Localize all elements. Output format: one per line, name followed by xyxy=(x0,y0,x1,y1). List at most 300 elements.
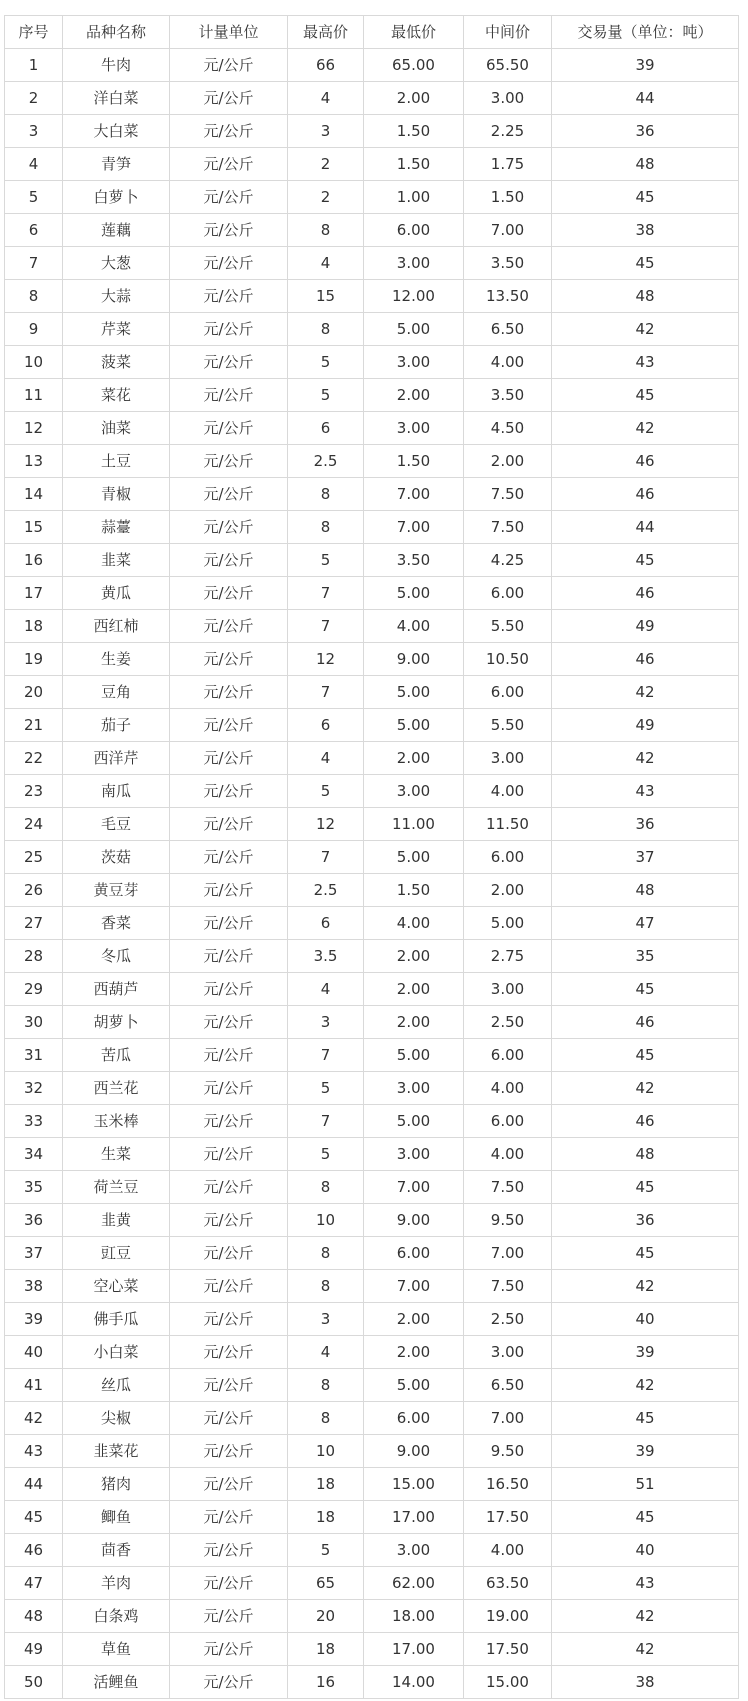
cell-lowest-price: 5.00 xyxy=(364,577,464,610)
cell-index: 2 xyxy=(5,82,63,115)
table-row xyxy=(5,1369,739,1402)
cell-variety-name: 大白菜 xyxy=(63,115,170,148)
cell-highest-price: 5 xyxy=(288,1072,364,1105)
cell-lowest-price: 2.00 xyxy=(364,1336,464,1369)
cell-highest-price: 18 xyxy=(288,1501,364,1534)
cell-variety-name: 苦瓜 xyxy=(63,1039,170,1072)
cell-unit: 元/公斤 xyxy=(170,49,288,82)
table-row xyxy=(5,940,739,973)
cell-index: 19 xyxy=(5,643,63,676)
cell-variety-name: 茨菇 xyxy=(63,841,170,874)
cell-variety-name: 菜花 xyxy=(63,379,170,412)
table-row xyxy=(5,1666,739,1699)
cell-variety-name: 西兰花 xyxy=(63,1072,170,1105)
cell-highest-price: 5 xyxy=(288,1138,364,1171)
table-row xyxy=(5,1534,739,1567)
cell-lowest-price: 5.00 xyxy=(364,1105,464,1138)
cell-middle-price: 2.25 xyxy=(464,115,552,148)
table-row xyxy=(5,1039,739,1072)
cell-trade-volume: 45 xyxy=(552,247,739,280)
cell-lowest-price: 12.00 xyxy=(364,280,464,313)
cell-lowest-price: 4.00 xyxy=(364,907,464,940)
cell-variety-name: 羊肉 xyxy=(63,1567,170,1600)
cell-lowest-price: 14.00 xyxy=(364,1666,464,1699)
cell-trade-volume: 45 xyxy=(552,1039,739,1072)
cell-index: 16 xyxy=(5,544,63,577)
cell-variety-name: 佛手瓜 xyxy=(63,1303,170,1336)
header-variety-name: 品种名称 xyxy=(63,16,170,49)
cell-middle-price: 13.50 xyxy=(464,280,552,313)
cell-variety-name: 莲藕 xyxy=(63,214,170,247)
cell-unit: 元/公斤 xyxy=(170,1006,288,1039)
cell-trade-volume: 40 xyxy=(552,1534,739,1567)
cell-unit: 元/公斤 xyxy=(170,1534,288,1567)
cell-index: 3 xyxy=(5,115,63,148)
cell-middle-price: 1.75 xyxy=(464,148,552,181)
cell-middle-price: 63.50 xyxy=(464,1567,552,1600)
cell-index: 38 xyxy=(5,1270,63,1303)
cell-middle-price: 7.50 xyxy=(464,478,552,511)
cell-lowest-price: 1.50 xyxy=(364,115,464,148)
cell-lowest-price: 2.00 xyxy=(364,1006,464,1039)
cell-highest-price: 5 xyxy=(288,544,364,577)
cell-variety-name: 大蒜 xyxy=(63,280,170,313)
cell-highest-price: 12 xyxy=(288,643,364,676)
cell-trade-volume: 45 xyxy=(552,379,739,412)
cell-middle-price: 65.50 xyxy=(464,49,552,82)
cell-middle-price: 7.50 xyxy=(464,1171,552,1204)
cell-trade-volume: 36 xyxy=(552,115,739,148)
cell-index: 13 xyxy=(5,445,63,478)
cell-unit: 元/公斤 xyxy=(170,1501,288,1534)
cell-unit: 元/公斤 xyxy=(170,1633,288,1666)
cell-middle-price: 17.50 xyxy=(464,1501,552,1534)
cell-highest-price: 7 xyxy=(288,1105,364,1138)
cell-highest-price: 8 xyxy=(288,1270,364,1303)
table-row xyxy=(5,313,739,346)
cell-index: 21 xyxy=(5,709,63,742)
cell-highest-price: 3 xyxy=(288,115,364,148)
cell-unit: 元/公斤 xyxy=(170,1336,288,1369)
cell-unit: 元/公斤 xyxy=(170,511,288,544)
cell-index: 8 xyxy=(5,280,63,313)
table-row xyxy=(5,511,739,544)
table-header xyxy=(5,16,739,49)
cell-lowest-price: 5.00 xyxy=(364,1369,464,1402)
cell-index: 27 xyxy=(5,907,63,940)
table-row xyxy=(5,1270,739,1303)
cell-highest-price: 5 xyxy=(288,1534,364,1567)
cell-unit: 元/公斤 xyxy=(170,973,288,1006)
table-row xyxy=(5,1336,739,1369)
cell-middle-price: 5.00 xyxy=(464,907,552,940)
cell-highest-price: 7 xyxy=(288,610,364,643)
cell-lowest-price: 17.00 xyxy=(364,1633,464,1666)
table-row xyxy=(5,412,739,445)
cell-middle-price: 3.00 xyxy=(464,973,552,1006)
cell-middle-price: 4.00 xyxy=(464,1072,552,1105)
cell-variety-name: 韭菜 xyxy=(63,544,170,577)
cell-middle-price: 2.50 xyxy=(464,1303,552,1336)
cell-trade-volume: 38 xyxy=(552,1666,739,1699)
cell-variety-name: 空心菜 xyxy=(63,1270,170,1303)
cell-trade-volume: 48 xyxy=(552,1138,739,1171)
table-row xyxy=(5,610,739,643)
cell-lowest-price: 7.00 xyxy=(364,478,464,511)
cell-highest-price: 7 xyxy=(288,577,364,610)
cell-unit: 元/公斤 xyxy=(170,1072,288,1105)
cell-unit: 元/公斤 xyxy=(170,1666,288,1699)
cell-variety-name: 活鲤鱼 xyxy=(63,1666,170,1699)
cell-middle-price: 7.50 xyxy=(464,511,552,544)
cell-middle-price: 7.00 xyxy=(464,214,552,247)
cell-middle-price: 2.75 xyxy=(464,940,552,973)
cell-highest-price: 5 xyxy=(288,346,364,379)
cell-unit: 元/公斤 xyxy=(170,874,288,907)
cell-unit: 元/公斤 xyxy=(170,610,288,643)
cell-unit: 元/公斤 xyxy=(170,907,288,940)
cell-highest-price: 3 xyxy=(288,1006,364,1039)
cell-index: 48 xyxy=(5,1600,63,1633)
cell-highest-price: 20 xyxy=(288,1600,364,1633)
cell-highest-price: 2.5 xyxy=(288,445,364,478)
cell-variety-name: 丝瓜 xyxy=(63,1369,170,1402)
cell-lowest-price: 11.00 xyxy=(364,808,464,841)
cell-unit: 元/公斤 xyxy=(170,478,288,511)
table-row xyxy=(5,1171,739,1204)
cell-highest-price: 8 xyxy=(288,511,364,544)
cell-unit: 元/公斤 xyxy=(170,643,288,676)
cell-variety-name: 黄瓜 xyxy=(63,577,170,610)
cell-lowest-price: 5.00 xyxy=(364,841,464,874)
table-row xyxy=(5,181,739,214)
cell-index: 35 xyxy=(5,1171,63,1204)
cell-highest-price: 8 xyxy=(288,1237,364,1270)
cell-index: 10 xyxy=(5,346,63,379)
cell-variety-name: 洋白菜 xyxy=(63,82,170,115)
cell-index: 6 xyxy=(5,214,63,247)
cell-lowest-price: 3.00 xyxy=(364,1072,464,1105)
cell-index: 44 xyxy=(5,1468,63,1501)
cell-highest-price: 65 xyxy=(288,1567,364,1600)
cell-middle-price: 7.50 xyxy=(464,1270,552,1303)
cell-index: 39 xyxy=(5,1303,63,1336)
cell-lowest-price: 9.00 xyxy=(364,1204,464,1237)
cell-variety-name: 韭黄 xyxy=(63,1204,170,1237)
cell-highest-price: 4 xyxy=(288,742,364,775)
cell-middle-price: 17.50 xyxy=(464,1633,552,1666)
cell-variety-name: 芹菜 xyxy=(63,313,170,346)
cell-variety-name: 大葱 xyxy=(63,247,170,280)
cell-middle-price: 4.00 xyxy=(464,1138,552,1171)
table-row xyxy=(5,478,739,511)
cell-middle-price: 6.00 xyxy=(464,577,552,610)
cell-trade-volume: 42 xyxy=(552,1633,739,1666)
cell-unit: 元/公斤 xyxy=(170,709,288,742)
cell-highest-price: 8 xyxy=(288,1402,364,1435)
cell-index: 7 xyxy=(5,247,63,280)
cell-variety-name: 菠菜 xyxy=(63,346,170,379)
cell-trade-volume: 48 xyxy=(552,280,739,313)
cell-trade-volume: 44 xyxy=(552,82,739,115)
header-highest-price: 最高价 xyxy=(288,16,364,49)
cell-highest-price: 66 xyxy=(288,49,364,82)
table-row xyxy=(5,379,739,412)
cell-variety-name: 茴香 xyxy=(63,1534,170,1567)
table-row xyxy=(5,247,739,280)
cell-lowest-price: 3.00 xyxy=(364,1534,464,1567)
cell-highest-price: 8 xyxy=(288,1171,364,1204)
table-row xyxy=(5,577,739,610)
cell-index: 26 xyxy=(5,874,63,907)
cell-middle-price: 9.50 xyxy=(464,1435,552,1468)
price-table-container xyxy=(4,15,738,1699)
table-row xyxy=(5,808,739,841)
cell-highest-price: 2 xyxy=(288,181,364,214)
cell-highest-price: 6 xyxy=(288,412,364,445)
table-row xyxy=(5,148,739,181)
cell-trade-volume: 42 xyxy=(552,412,739,445)
table-row xyxy=(5,973,739,1006)
cell-trade-volume: 42 xyxy=(552,676,739,709)
cell-variety-name: 鲫鱼 xyxy=(63,1501,170,1534)
table-body xyxy=(5,49,739,1699)
cell-middle-price: 7.00 xyxy=(464,1402,552,1435)
cell-variety-name: 黄豆芽 xyxy=(63,874,170,907)
cell-trade-volume: 45 xyxy=(552,1237,739,1270)
cell-lowest-price: 65.00 xyxy=(364,49,464,82)
cell-variety-name: 猪肉 xyxy=(63,1468,170,1501)
cell-trade-volume: 39 xyxy=(552,1336,739,1369)
cell-variety-name: 生菜 xyxy=(63,1138,170,1171)
cell-index: 22 xyxy=(5,742,63,775)
cell-middle-price: 15.00 xyxy=(464,1666,552,1699)
cell-trade-volume: 43 xyxy=(552,346,739,379)
cell-highest-price: 7 xyxy=(288,1039,364,1072)
table-row xyxy=(5,115,739,148)
cell-index: 49 xyxy=(5,1633,63,1666)
cell-index: 28 xyxy=(5,940,63,973)
cell-unit: 元/公斤 xyxy=(170,1204,288,1237)
cell-variety-name: 草鱼 xyxy=(63,1633,170,1666)
cell-index: 17 xyxy=(5,577,63,610)
cell-middle-price: 3.50 xyxy=(464,379,552,412)
cell-lowest-price: 3.00 xyxy=(364,775,464,808)
cell-unit: 元/公斤 xyxy=(170,775,288,808)
cell-middle-price: 2.50 xyxy=(464,1006,552,1039)
header-middle-price: 中间价 xyxy=(464,16,552,49)
cell-trade-volume: 42 xyxy=(552,313,739,346)
cell-lowest-price: 7.00 xyxy=(364,511,464,544)
table-row xyxy=(5,907,739,940)
cell-middle-price: 6.00 xyxy=(464,1039,552,1072)
cell-index: 1 xyxy=(5,49,63,82)
cell-index: 24 xyxy=(5,808,63,841)
table-row xyxy=(5,1600,739,1633)
cell-highest-price: 18 xyxy=(288,1633,364,1666)
cell-variety-name: 冬瓜 xyxy=(63,940,170,973)
cell-lowest-price: 2.00 xyxy=(364,742,464,775)
cell-lowest-price: 2.00 xyxy=(364,82,464,115)
cell-middle-price: 4.25 xyxy=(464,544,552,577)
cell-index: 36 xyxy=(5,1204,63,1237)
cell-variety-name: 西洋芹 xyxy=(63,742,170,775)
cell-index: 20 xyxy=(5,676,63,709)
cell-variety-name: 西红柿 xyxy=(63,610,170,643)
cell-variety-name: 蒜薹 xyxy=(63,511,170,544)
cell-unit: 元/公斤 xyxy=(170,1468,288,1501)
cell-highest-price: 10 xyxy=(288,1435,364,1468)
cell-index: 30 xyxy=(5,1006,63,1039)
table-row xyxy=(5,1204,739,1237)
cell-unit: 元/公斤 xyxy=(170,577,288,610)
cell-variety-name: 胡萝卜 xyxy=(63,1006,170,1039)
cell-highest-price: 12 xyxy=(288,808,364,841)
cell-trade-volume: 43 xyxy=(552,1567,739,1600)
cell-trade-volume: 40 xyxy=(552,1303,739,1336)
cell-middle-price: 3.00 xyxy=(464,1336,552,1369)
table-row xyxy=(5,643,739,676)
cell-lowest-price: 62.00 xyxy=(364,1567,464,1600)
cell-middle-price: 19.00 xyxy=(464,1600,552,1633)
cell-highest-price: 7 xyxy=(288,676,364,709)
cell-middle-price: 6.50 xyxy=(464,1369,552,1402)
cell-index: 11 xyxy=(5,379,63,412)
cell-trade-volume: 46 xyxy=(552,1006,739,1039)
cell-unit: 元/公斤 xyxy=(170,280,288,313)
cell-variety-name: 韭菜花 xyxy=(63,1435,170,1468)
cell-middle-price: 6.00 xyxy=(464,1105,552,1138)
table-row xyxy=(5,1237,739,1270)
cell-unit: 元/公斤 xyxy=(170,247,288,280)
cell-variety-name: 南瓜 xyxy=(63,775,170,808)
cell-unit: 元/公斤 xyxy=(170,1138,288,1171)
table-row xyxy=(5,1633,739,1666)
cell-trade-volume: 46 xyxy=(552,478,739,511)
cell-trade-volume: 42 xyxy=(552,1270,739,1303)
table-row xyxy=(5,445,739,478)
cell-index: 12 xyxy=(5,412,63,445)
cell-highest-price: 10 xyxy=(288,1204,364,1237)
cell-variety-name: 豇豆 xyxy=(63,1237,170,1270)
cell-middle-price: 3.00 xyxy=(464,742,552,775)
cell-highest-price: 5 xyxy=(288,379,364,412)
cell-index: 23 xyxy=(5,775,63,808)
cell-variety-name: 牛肉 xyxy=(63,49,170,82)
cell-lowest-price: 3.00 xyxy=(364,346,464,379)
cell-trade-volume: 46 xyxy=(552,445,739,478)
cell-unit: 元/公斤 xyxy=(170,940,288,973)
cell-unit: 元/公斤 xyxy=(170,841,288,874)
cell-variety-name: 茄子 xyxy=(63,709,170,742)
cell-highest-price: 8 xyxy=(288,313,364,346)
cell-unit: 元/公斤 xyxy=(170,1303,288,1336)
cell-unit: 元/公斤 xyxy=(170,1171,288,1204)
cell-index: 45 xyxy=(5,1501,63,1534)
cell-middle-price: 4.00 xyxy=(464,346,552,379)
cell-middle-price: 4.00 xyxy=(464,775,552,808)
table-row xyxy=(5,1138,739,1171)
cell-trade-volume: 42 xyxy=(552,742,739,775)
table-row xyxy=(5,544,739,577)
cell-highest-price: 2.5 xyxy=(288,874,364,907)
cell-lowest-price: 3.00 xyxy=(364,412,464,445)
cell-middle-price: 4.50 xyxy=(464,412,552,445)
cell-lowest-price: 5.00 xyxy=(364,676,464,709)
cell-lowest-price: 1.00 xyxy=(364,181,464,214)
table-row xyxy=(5,775,739,808)
header-unit: 计量单位 xyxy=(170,16,288,49)
cell-unit: 元/公斤 xyxy=(170,412,288,445)
cell-lowest-price: 2.00 xyxy=(364,940,464,973)
cell-middle-price: 9.50 xyxy=(464,1204,552,1237)
cell-lowest-price: 15.00 xyxy=(364,1468,464,1501)
cell-middle-price: 16.50 xyxy=(464,1468,552,1501)
cell-trade-volume: 45 xyxy=(552,1171,739,1204)
cell-variety-name: 土豆 xyxy=(63,445,170,478)
cell-middle-price: 6.00 xyxy=(464,841,552,874)
table-row xyxy=(5,280,739,313)
cell-trade-volume: 44 xyxy=(552,511,739,544)
cell-variety-name: 毛豆 xyxy=(63,808,170,841)
cell-variety-name: 生姜 xyxy=(63,643,170,676)
cell-variety-name: 青笋 xyxy=(63,148,170,181)
cell-index: 25 xyxy=(5,841,63,874)
cell-middle-price: 4.00 xyxy=(464,1534,552,1567)
cell-variety-name: 青椒 xyxy=(63,478,170,511)
cell-trade-volume: 39 xyxy=(552,1435,739,1468)
cell-lowest-price: 7.00 xyxy=(364,1171,464,1204)
cell-trade-volume: 45 xyxy=(552,181,739,214)
cell-unit: 元/公斤 xyxy=(170,676,288,709)
cell-index: 34 xyxy=(5,1138,63,1171)
cell-index: 4 xyxy=(5,148,63,181)
cell-index: 46 xyxy=(5,1534,63,1567)
table-row xyxy=(5,841,739,874)
cell-index: 41 xyxy=(5,1369,63,1402)
cell-lowest-price: 1.50 xyxy=(364,148,464,181)
cell-variety-name: 香菜 xyxy=(63,907,170,940)
table-row xyxy=(5,1072,739,1105)
cell-highest-price: 3 xyxy=(288,1303,364,1336)
cell-highest-price: 5 xyxy=(288,775,364,808)
table-row xyxy=(5,1567,739,1600)
cell-trade-volume: 51 xyxy=(552,1468,739,1501)
cell-middle-price: 7.00 xyxy=(464,1237,552,1270)
table-row xyxy=(5,214,739,247)
cell-lowest-price: 3.00 xyxy=(364,1138,464,1171)
cell-variety-name: 小白菜 xyxy=(63,1336,170,1369)
cell-unit: 元/公斤 xyxy=(170,379,288,412)
table-row xyxy=(5,1105,739,1138)
cell-lowest-price: 6.00 xyxy=(364,214,464,247)
cell-highest-price: 15 xyxy=(288,280,364,313)
table-row xyxy=(5,742,739,775)
cell-index: 31 xyxy=(5,1039,63,1072)
cell-trade-volume: 48 xyxy=(552,148,739,181)
cell-trade-volume: 38 xyxy=(552,214,739,247)
cell-variety-name: 白条鸡 xyxy=(63,1600,170,1633)
cell-trade-volume: 36 xyxy=(552,1204,739,1237)
cell-trade-volume: 36 xyxy=(552,808,739,841)
cell-lowest-price: 9.00 xyxy=(364,643,464,676)
cell-trade-volume: 45 xyxy=(552,1402,739,1435)
cell-trade-volume: 47 xyxy=(552,907,739,940)
cell-unit: 元/公斤 xyxy=(170,1039,288,1072)
cell-lowest-price: 18.00 xyxy=(364,1600,464,1633)
cell-variety-name: 白萝卜 xyxy=(63,181,170,214)
cell-middle-price: 2.00 xyxy=(464,445,552,478)
